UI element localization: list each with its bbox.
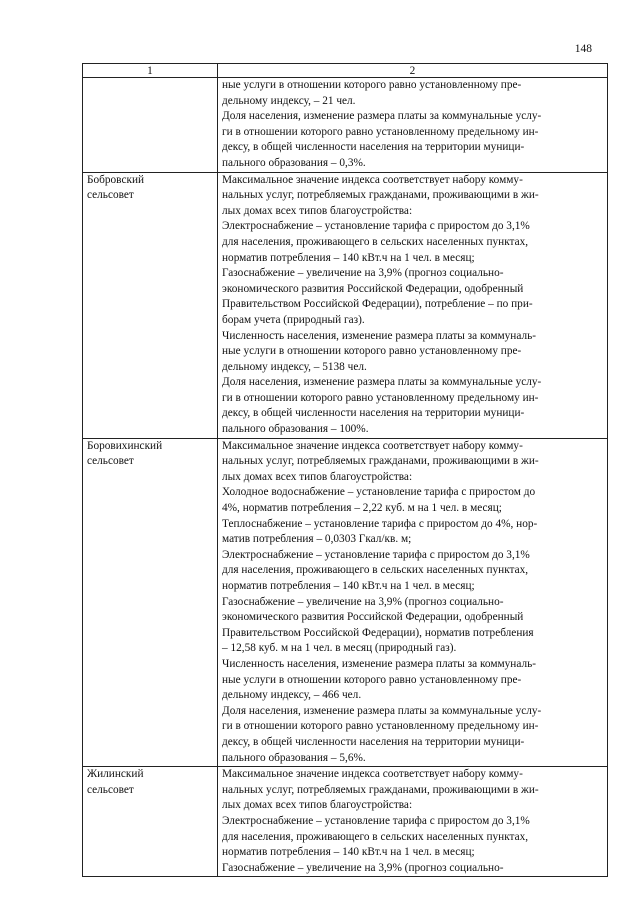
index-description-cell: [218, 78, 608, 173]
description-line: дексу, в общей численности населения на территории муници-: [222, 407, 525, 420]
municipality-name-line: сельсовет: [87, 189, 134, 202]
description-line: Численность населения, изменение размера платы за коммуналь-: [222, 657, 536, 670]
description-line: ги в отношении которого равно установленному предельному ин-: [222, 125, 539, 138]
description-line: Правительством Российской Федерации), потребление – по при-: [222, 298, 533, 311]
description-line: Доля населения, изменение размера платы за коммунальные услу-: [222, 110, 542, 123]
municipality-name-line: [87, 94, 213, 110]
description-line: ги в отношении которого равно установленному предельному ин-: [222, 720, 539, 733]
description-line: ные услуги в отношении которого равно установленному пре-: [222, 79, 522, 91]
description-line: Газоснабжение – увеличение на 3,9% (прогноз социально-: [222, 267, 504, 280]
description-line: Численность населения, изменение размера платы за коммуналь-: [222, 329, 536, 342]
description-line: нальных услуг, потребляемых гражданами, проживающими в жи-: [222, 783, 539, 796]
description-line: норматив потребления – 140 кВт.ч на 1 чел. в месяц;: [222, 580, 475, 592]
municipality-name-cell: [83, 78, 218, 173]
description-line: Максимальное значение индекса соответствует набору комму-: [222, 439, 523, 452]
description-line: ги в отношении которого равно установленному предельному ин-: [222, 391, 539, 404]
description-line: дексу, в общей численности населения на территории муници-: [222, 141, 525, 154]
description-line: норматив потребления – 140 кВт.ч на 1 чел. в месяц;: [222, 846, 475, 859]
description-line: Доля населения, изменение размера платы за коммунальные услу-: [222, 376, 542, 389]
table-row: [83, 438, 608, 766]
description-line: Электроснабжение – установление тарифа с приростом до 3,1%: [222, 814, 530, 827]
description-line: Доля населения, изменение размера платы за коммунальные услу-: [222, 704, 542, 717]
municipality-name-cell: [83, 172, 218, 438]
index-description-cell: [218, 767, 608, 877]
description-line: Газоснабжение – увеличение на 3,9% (прогноз социально-: [222, 861, 504, 874]
municipality-name-line: Жилинский: [87, 768, 144, 781]
municipality-name-line: [87, 78, 213, 94]
description-line: Максимальное значение индекса соответствует набору комму-: [222, 173, 523, 186]
description-line: нальных услуг, потребляемых гражданами, проживающими в жи-: [222, 455, 539, 468]
municipality-name-line: Бобровский: [87, 173, 145, 186]
description-line: дельному индексу, – 5138 чел.: [222, 360, 367, 373]
description-line: Электроснабжение – установление тарифа с приростом до 3,1%: [222, 220, 530, 233]
description-line: Правительством Российской Федерации), норматив потребления: [222, 626, 534, 639]
description-line: – 12,58 куб. м на 1 чел. в месяц (природный газ).: [222, 642, 457, 655]
description-line: лых домах всех типов благоустройства:: [222, 204, 413, 217]
table-header-row: [83, 64, 608, 78]
description-line: для населения, проживающего в сельских населенных пунктах,: [222, 235, 529, 248]
description-line: пального образования – 100%.: [222, 423, 369, 436]
description-line: нальных услуг, потребляемых гражданами, проживающими в жи-: [222, 189, 539, 202]
description-line: лых домах всех типов благоустройства:: [222, 799, 413, 812]
description-line: дельному индексу, – 466 чел.: [222, 689, 362, 702]
column-header-1: 1: [83, 64, 218, 78]
column-header-2: 2: [218, 64, 608, 78]
description-line: борам учета (природный газ).: [222, 313, 365, 326]
table-row: [83, 767, 608, 877]
description-line: лых домах всех типов благоустройства:: [222, 470, 413, 483]
municipality-name-line: сельсовет: [87, 783, 134, 796]
description-line: Электроснабжение – установление тарифа с приростом до 3,1%: [222, 548, 530, 561]
description-line: дексу, в общей численности населения на территории муници-: [222, 735, 525, 748]
municipality-name-cell: [83, 767, 218, 877]
index-description-cell: [218, 438, 608, 766]
index-description-cell: [218, 172, 608, 438]
data-table: [82, 63, 608, 877]
description-line: ные услуги в отношении которого равно установленному пре-: [222, 673, 522, 686]
description-line: Холодное водоснабжение – установление тарифа с приростом до: [222, 486, 536, 499]
description-line: Максимальное значение индекса соответствует набору комму-: [222, 768, 523, 781]
description-line: для населения, проживающего в сельских населенных пунктах,: [222, 830, 529, 843]
description-line: для населения, проживающего в сельских населенных пунктах,: [222, 564, 529, 577]
description-line: матив потребления – 0,0303 Гкал/кв. м;: [222, 533, 412, 546]
description-line: ные услуги в отношении которого равно установленному пре-: [222, 345, 522, 358]
table-row: [83, 172, 608, 438]
page-number: 148: [574, 43, 592, 55]
description-line: пального образования – 5,6%.: [222, 751, 366, 764]
municipality-name-line: сельсовет: [87, 455, 134, 468]
description-line: Теплоснабжение – установление тарифа с приростом до 4%, нор-: [222, 517, 538, 530]
municipality-name-cell: [83, 438, 218, 766]
description-line: 4%, норматив потребления – 2,22 куб. м на 1 чел. в месяц;: [222, 502, 502, 515]
description-line: Газоснабжение – увеличение на 3,9% (прогноз социально-: [222, 595, 504, 608]
table-row: [83, 78, 608, 173]
description-line: дельному индексу, – 21 чел.: [222, 94, 356, 107]
description-line: экономического развития Российской Федерации, одобренный: [222, 282, 524, 295]
description-line: пального образования – 0,3%.: [222, 156, 366, 169]
description-line: экономического развития Российской Федерации, одобренный: [222, 611, 524, 624]
description-line: норматив потребления – 140 кВт.ч на 1 чел. в месяц;: [222, 251, 475, 264]
municipality-name-line: Боровихинский: [87, 439, 163, 452]
